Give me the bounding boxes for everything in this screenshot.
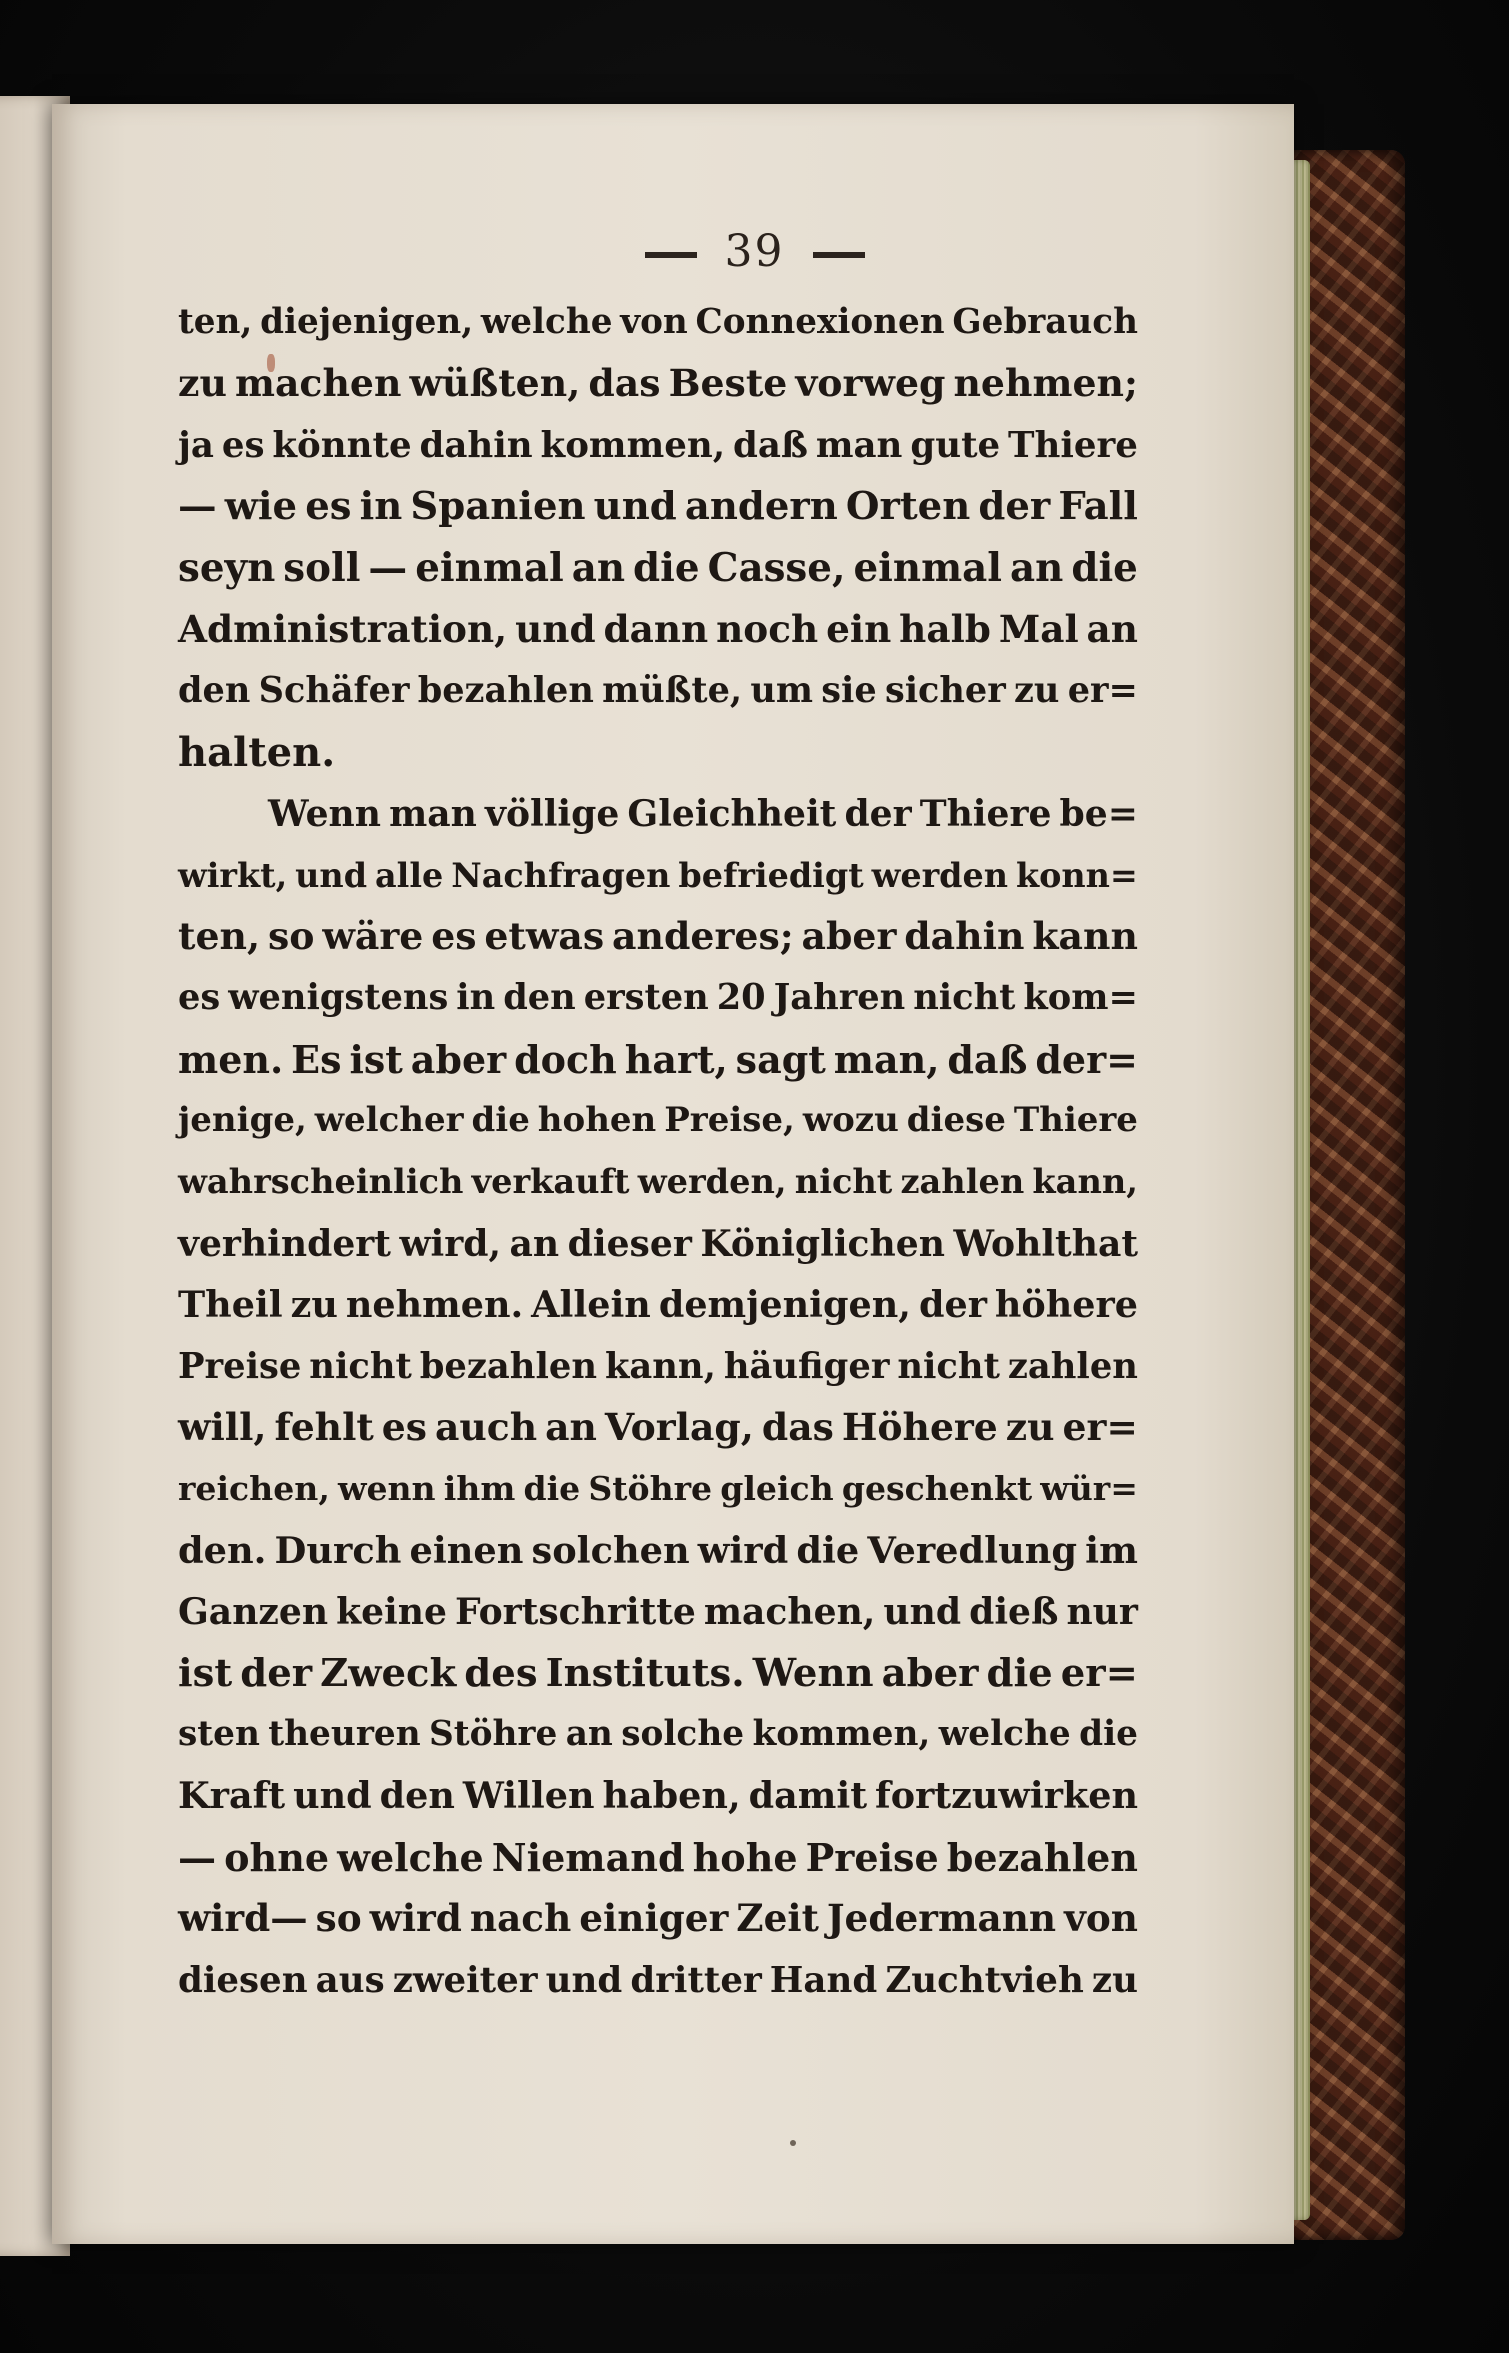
- text-line: Preise nicht bezahlen kann, häufiger nicht zahlen: [178, 1345, 1138, 1387]
- text-line: verhindert wird, an dieser Königlichen Wohlthat: [178, 1221, 1138, 1265]
- text-line: — ohne welche Niemand hohe Preise bezahlen: [178, 1834, 1138, 1880]
- text-line: — wie es in Spanien und andern Orten der Fall: [178, 484, 1138, 530]
- page-speck: [790, 2140, 796, 2146]
- text-line: wahrscheinlich verkauft werden, nicht zahlen kann,: [178, 1161, 1138, 1202]
- text-line: seyn soll — einmal an die Casse, einmal an die: [178, 545, 1138, 591]
- text-line: Ganzen keine Fortschritte machen, und dieß nur: [178, 1590, 1138, 1634]
- text-line: Theil zu nehmen. Allein demjenigen, der höhere: [178, 1283, 1138, 1327]
- text-line: men. Es ist aber doch hart, sagt man, daß der=: [178, 1036, 1138, 1082]
- text-line: Wenn man völlige Gleichheit der Thiere be=: [268, 792, 1138, 836]
- text-line: ten, diejenigen, welche von Connexionen Gebrauch: [178, 302, 1138, 342]
- header-dash-left: [645, 252, 697, 258]
- page-number: 39: [724, 226, 785, 277]
- text-line: Kraft und den Willen haben, damit fortzuwirken: [178, 1774, 1138, 1818]
- header-dash-right: [813, 252, 865, 258]
- text-line: wirkt, und alle Nachfragen befriedigt werden konn=: [178, 855, 1138, 895]
- text-line: ist der Zweck des Instituts. Wenn aber die er=: [178, 1650, 1138, 1696]
- text-line: den. Durch einen solchen wird die Veredlung im: [178, 1528, 1138, 1572]
- text-line: wird— so wird nach einiger Zeit Jedermann von: [178, 1896, 1138, 1941]
- text-line: zu machen wüßten, das Beste vorweg nehmen;: [178, 361, 1138, 406]
- text-line: reichen, wenn ihm die Stöhre gleich geschenkt wür=: [178, 1469, 1138, 1509]
- page-header: [0, 226, 1509, 277]
- text-line: ten, so wäre es etwas anderes; aber dahin kann: [178, 913, 1138, 958]
- text-line: halten.: [178, 728, 336, 776]
- text-line: Administration, und dann noch ein halb Mal an: [178, 606, 1138, 651]
- body-text: [178, 292, 1138, 2011]
- text-line: den Schäfer bezahlen müßte, um sie sicher zu er=: [178, 670, 1138, 712]
- text-line: diesen aus zweiter und dritter Hand Zuchtvieh zu: [178, 1959, 1138, 2001]
- text-line: ja es könnte dahin kommen, daß man gute Thiere: [178, 424, 1138, 466]
- text-line: sten theuren Stöhre an solche kommen, welche die: [178, 1713, 1138, 1754]
- text-line: es wenigstens in den ersten 20 Jahren nicht kom=: [178, 977, 1138, 1019]
- text-line: will, fehlt es auch an Vorlag, das Höhere zu er=: [178, 1405, 1138, 1450]
- text-line: jenige, welcher die hohen Preise, wozu diese Thiere: [178, 1100, 1138, 1141]
